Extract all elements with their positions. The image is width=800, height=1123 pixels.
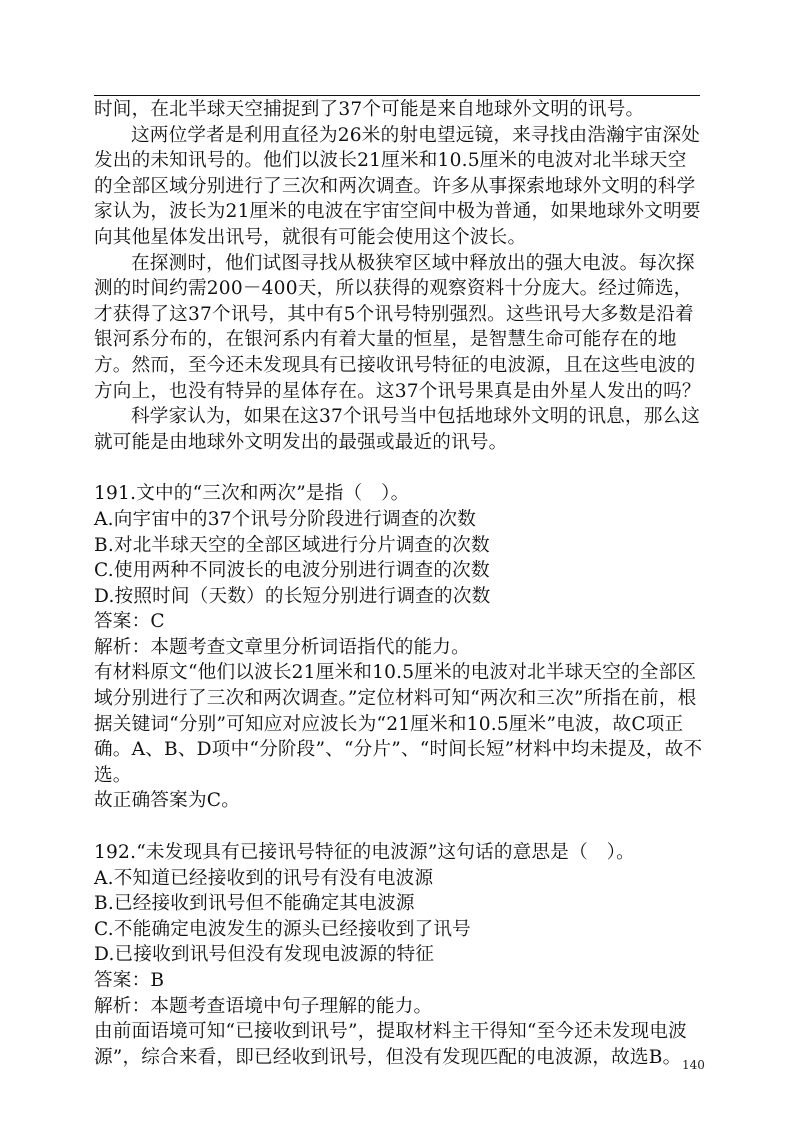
page-content: [94, 97, 704, 1070]
option-b: B.对北半球天空的全部区域进行分片调查的次数: [94, 534, 490, 556]
analysis-conclusion: 故正确答案为C。: [94, 790, 240, 812]
passage-lead-line: 时间，在北半球天空捕捉到了37个可能是来自地球外文明的讯号。: [94, 99, 645, 120]
passage-paragraph: 在探测时，他们试图寻找从极狭窄区域中释放出的强大电波。每次探测的时间约需200－400天，所以获得的观察资料十分庞大。经过筛选，才获得了这37个讯号，其中有5个讯号特别强烈。这些讯号大多数是沿着银河系分布的，在银河系内有着大量的恒星，是智慧生命可能存在的地方。然而，至今还未发现具有已接收讯号特征的电波源，且在这些电波的方向上，也没有特异的星体存在。这37个讯号果真是由外星人发出的吗？: [94, 252, 701, 402]
analysis-label: 解析：本题考查语境中句子理解的能力。: [94, 995, 433, 1017]
option-c: C.使用两种不同波长的电波分别进行调查的次数: [94, 560, 490, 582]
answer-line: 答案：B: [94, 970, 165, 991]
question-stem: 192.“未发现具有已接讯号特征的电波源”这句话的意思是（ ）。: [94, 842, 635, 864]
option-d: D.按照时间（天数）的长短分别进行调查的次数: [94, 585, 491, 607]
option-a: A.不知道已经接收到的讯号有没有电波源: [94, 867, 434, 889]
answer-line: 答案：C: [94, 611, 165, 633]
section-spacer: [94, 455, 704, 481]
page-number: 140: [682, 1058, 705, 1072]
analysis-label: 解析：本题考查文章里分析词语指代的能力。: [94, 636, 470, 658]
option-d: D.已接收到讯号但没有发现电波源的特征: [94, 944, 435, 966]
analysis-body: 由前面语境可知“已接收到讯号”，提取材料主干得知“至今还未发现电波源”，综合来看，即已经收到讯号，但没有发现匹配的电波源，故选B。: [94, 1021, 687, 1068]
option-b: B.已经接收到讯号但不能确定其电波源: [94, 893, 415, 915]
option-a: A.向宇宙中的37个讯号分阶段进行调查的次数: [94, 508, 477, 530]
question-stem: 191.文中的“三次和两次”是指（ ）。: [94, 483, 410, 505]
passage-paragraph: 这两位学者是利用直径为26米的射电望远镜，来寻找由浩瀚宇宙深处发出的未知讯号的。他们以波长21厘米和10.5厘米的电波对北半球天空的全部区域分别进行了三次和两次调查。许多从事探索地球外文明的科学家认为，波长为21厘米的电波在宇宙空间中极为普通，如果地球外文明要向其他星体发出讯号，就很有可能会使用这个波长。: [94, 124, 701, 248]
option-c: C.不能确定电波发生的源头已经接收到了讯号: [94, 918, 471, 940]
header-rule: [94, 95, 700, 96]
question-191: [94, 481, 704, 814]
question-192: [94, 840, 704, 1070]
section-spacer: [94, 814, 704, 840]
passage-paragraph: 科学家认为，如果在这37个讯号当中包括地球外文明的讯息，那么这就可能是由地球外文明发出的最强或最近的讯号。: [94, 406, 701, 453]
analysis-body: 有材料原文“他们以波长21厘米和10.5厘米的电波对北半球天空的全部区域分别进行了三次和两次调查。”定位材料可知“两次和三次”所指在前，根据关键词“分别”可知应对应波长为“21厘米和10.5厘米”电波，故C项正确。A、B、D项中“分阶段”、“分片”、“时间长短”材料中均未提及，故不选。: [94, 662, 703, 786]
